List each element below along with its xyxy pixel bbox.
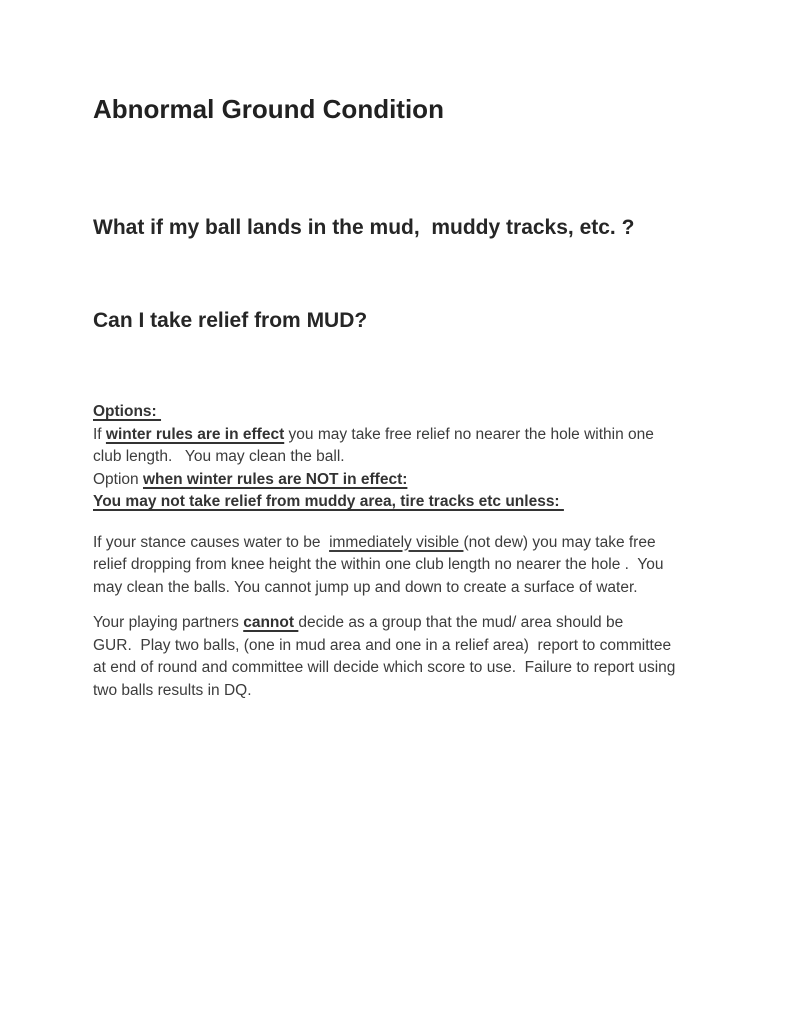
partners-line1-emphasis: cannot [243, 614, 299, 631]
options-label: Options: [93, 403, 162, 420]
document-title: Abnormal Ground Condition [93, 94, 444, 124]
not-in-effect-prefix: Option [93, 470, 143, 488]
winter-rules-prefix: If [93, 425, 106, 443]
options-label-line [93, 401, 733, 424]
partners-paragraph [93, 612, 733, 702]
question-heading-line1: What if my ball lands in the mud, muddy tracks, etc. ? [93, 216, 635, 239]
partners-line4-text: two balls results in DQ. [93, 681, 252, 699]
no-relief-line [93, 491, 733, 514]
partners-line2-text: GUR. Play two balls, (one in mud area and one in a relief area) report to committee [93, 636, 672, 654]
partners-line4 [93, 680, 733, 703]
stance-paragraph [93, 532, 733, 600]
stance-line1-underlined: immediately visible [329, 533, 464, 551]
partners-line3-text: at end of round and committee will decide which score to use. Failure to report using [93, 659, 676, 676]
stance-line2 [93, 554, 733, 577]
partners-line1-start: Your playing partners [93, 614, 244, 631]
question-heading-line2: Can I take relief from MUD? [93, 309, 368, 332]
partners-line2 [93, 635, 733, 658]
stance-line1 [93, 532, 733, 555]
stance-line1-start: If your stance causes water to be [93, 533, 330, 551]
partners-line3 [93, 657, 733, 680]
stance-line3-text: may clean the balls. You cannot jump up and down to create a surface of water. [93, 578, 638, 596]
not-in-effect-emphasis: when winter rules are NOT in effect: [142, 470, 408, 488]
document-content [93, 0, 733, 702]
options-paragraph [93, 401, 733, 514]
partners-line1 [93, 612, 733, 635]
stance-line3 [93, 577, 733, 600]
body-text [93, 401, 733, 702]
winter-rules-line2 [93, 446, 733, 469]
stance-line2-text: relief dropping from knee height the within one club length no nearer the hole . You [93, 556, 664, 573]
partners-line1-end: decide as a group that the mud/ area should be [298, 614, 624, 631]
winter-rules-emphasis: winter rules are in effect [105, 425, 285, 443]
question-heading [93, 150, 733, 398]
no-relief-emphasis: You may not take relief from muddy area, tire tracks etc unless: [93, 493, 564, 510]
stance-line1-end: (not dew) you may take free [463, 533, 656, 551]
winter-rules-line2-text: club length. You may clean the ball. [93, 448, 345, 465]
not-in-effect-line [93, 469, 733, 492]
winter-rules-rest: you may take free relief no nearer the hole within one [284, 425, 654, 443]
winter-rules-line1 [93, 424, 733, 447]
